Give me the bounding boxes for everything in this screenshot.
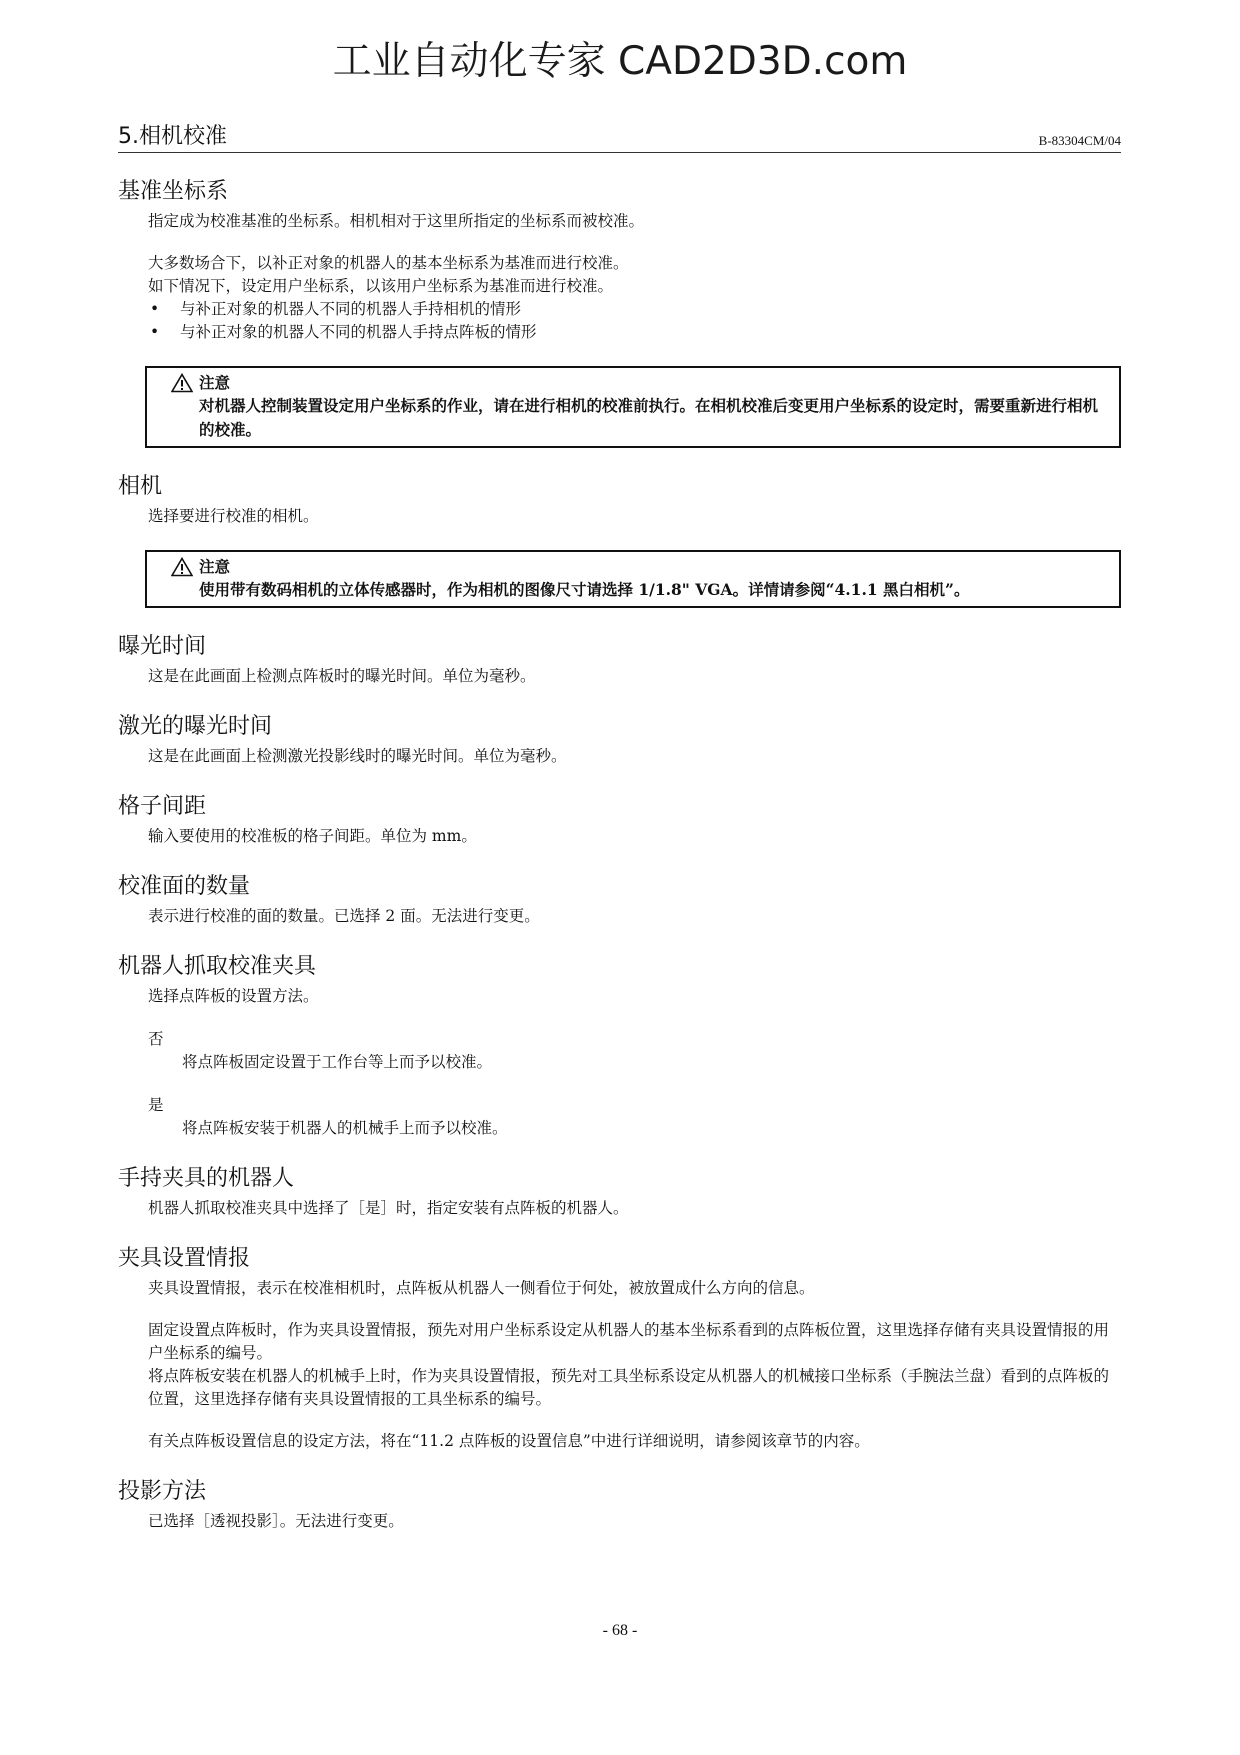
paragraph: 机器人抓取校准夹具中选择了［是］时，指定安装有点阵板的机器人。 [148,1199,629,1217]
paragraph: 已选择［透视投影］。无法进行变更。 [148,1512,404,1530]
site-banner: 工业自动化专家 CAD2D3D.com [332,39,908,84]
warning-triangle-icon [171,373,193,393]
section-base-coordinate [118,178,1121,448]
paragraph: 这是在此画面上检测点阵板时的曝光时间。单位为毫秒。 [148,667,536,685]
section-fixture-setting-info [118,1245,1121,1453]
section-heading: 投影方法 [118,1479,207,1504]
section-heading: 校准面的数量 [118,874,251,899]
paragraph: 指定成为校准基准的坐标系。相机相对于这里所指定的坐标系而被校准。 [148,212,645,230]
warning-triangle-icon [171,557,193,577]
caution-box [145,366,1121,448]
paragraph: 将点阵板安装在机器人的机械手上时，作为夹具设置情报，预先对工具坐标系设定从机器人的机械接口坐标系（手腕法兰盘）看到的点阵板的位置，这里选择存储有夹具设置情报的工具坐标系的编号。 [148,1367,1110,1408]
paragraph: 选择点阵板的设置方法。 [148,987,319,1005]
section-heading: 相机 [118,474,163,499]
section-exposure-time [118,633,1121,688]
section-heading: 格子间距 [118,794,207,819]
option-label-no: 否 [148,1030,164,1048]
page-content [118,178,1121,1533]
list-item: • 与补正对象的机器人不同的机器人手持点阵板的情形 [148,321,1121,344]
section-heading: 手持夹具的机器人 [118,1166,295,1191]
paragraph: 表示进行校准的面的数量。已选择 2 面。无法进行变更。 [148,907,540,925]
option-text-yes: 将点阵板安装于机器人的机械手上而予以校准。 [182,1119,508,1137]
paragraph: 固定设置点阵板时，作为夹具设置情报，预先对用户坐标系设定从机器人的基本坐标系看到的点阵板位置，这里选择存储有夹具设置情报的用户坐标系的编号。 [148,1321,1110,1362]
section-heading: 曝光时间 [118,634,207,659]
section-camera [118,473,1121,608]
section-heading: 夹具设置情报 [118,1246,251,1271]
section-robot-held-fixture [118,953,1121,1140]
section-grid-spacing [118,793,1121,848]
paragraph: 夹具设置情报，表示在校准相机时，点阵板从机器人一侧看位于何处，被放置成什么方向的信息。 [148,1279,815,1297]
document-number: B-83304CM/04 [1038,133,1121,148]
paragraph: 选择要进行校准的相机。 [148,507,319,525]
section-heading: 机器人抓取校准夹具 [118,954,317,979]
caution-text: 使用带有数码相机的立体传感器时，作为相机的图像尺寸请选择 1/1.8" VGA。详情请参阅“4.1.1 黑白相机”。 [199,580,970,599]
section-plane-count [118,873,1121,928]
section-heading: 基准坐标系 [118,179,229,204]
caution-text: 对机器人控制装置设定用户坐标系的作业，请在进行相机的校准前执行。在相机校准后变更用户坐标系的设定时，需要重新进行相机的校准。 [199,396,1099,439]
bullet-list [118,298,1121,344]
option-label-yes: 是 [148,1096,164,1114]
section-projection-method [118,1478,1121,1533]
caution-title: 注意 [199,557,231,576]
list-item: • 与补正对象的机器人不同的机器人手持相机的情形 [148,298,1121,321]
section-laser-exposure-time [118,713,1121,768]
option-text-no: 将点阵板固定设置于工作台等上而予以校准。 [182,1053,493,1071]
caution-title: 注意 [199,373,231,392]
page-header [118,122,1121,153]
caution-box [145,550,1121,608]
page-number: - 68 - [602,1622,638,1639]
paragraph: 这是在此画面上检测激光投影线时的曝光时间。单位为毫秒。 [148,747,567,765]
section-fixture-robot [118,1165,1121,1220]
paragraph: 有关点阵板设置信息的设定方法，将在“11.2 点阵板的设置信息”中进行详细说明，请参阅该章节的内容。 [148,1432,870,1450]
chapter-title: 5.相机校准 [118,124,227,149]
paragraph: 大多数场合下，以补正对象的机器人的基本坐标系为基准而进行校准。 [148,254,629,272]
paragraph: 如下情况下，设定用户坐标系，以该用户坐标系为基准而进行校准。 [148,277,614,295]
section-heading: 激光的曝光时间 [118,714,273,739]
paragraph: 输入要使用的校准板的格子间距。单位为 mm。 [148,827,477,845]
